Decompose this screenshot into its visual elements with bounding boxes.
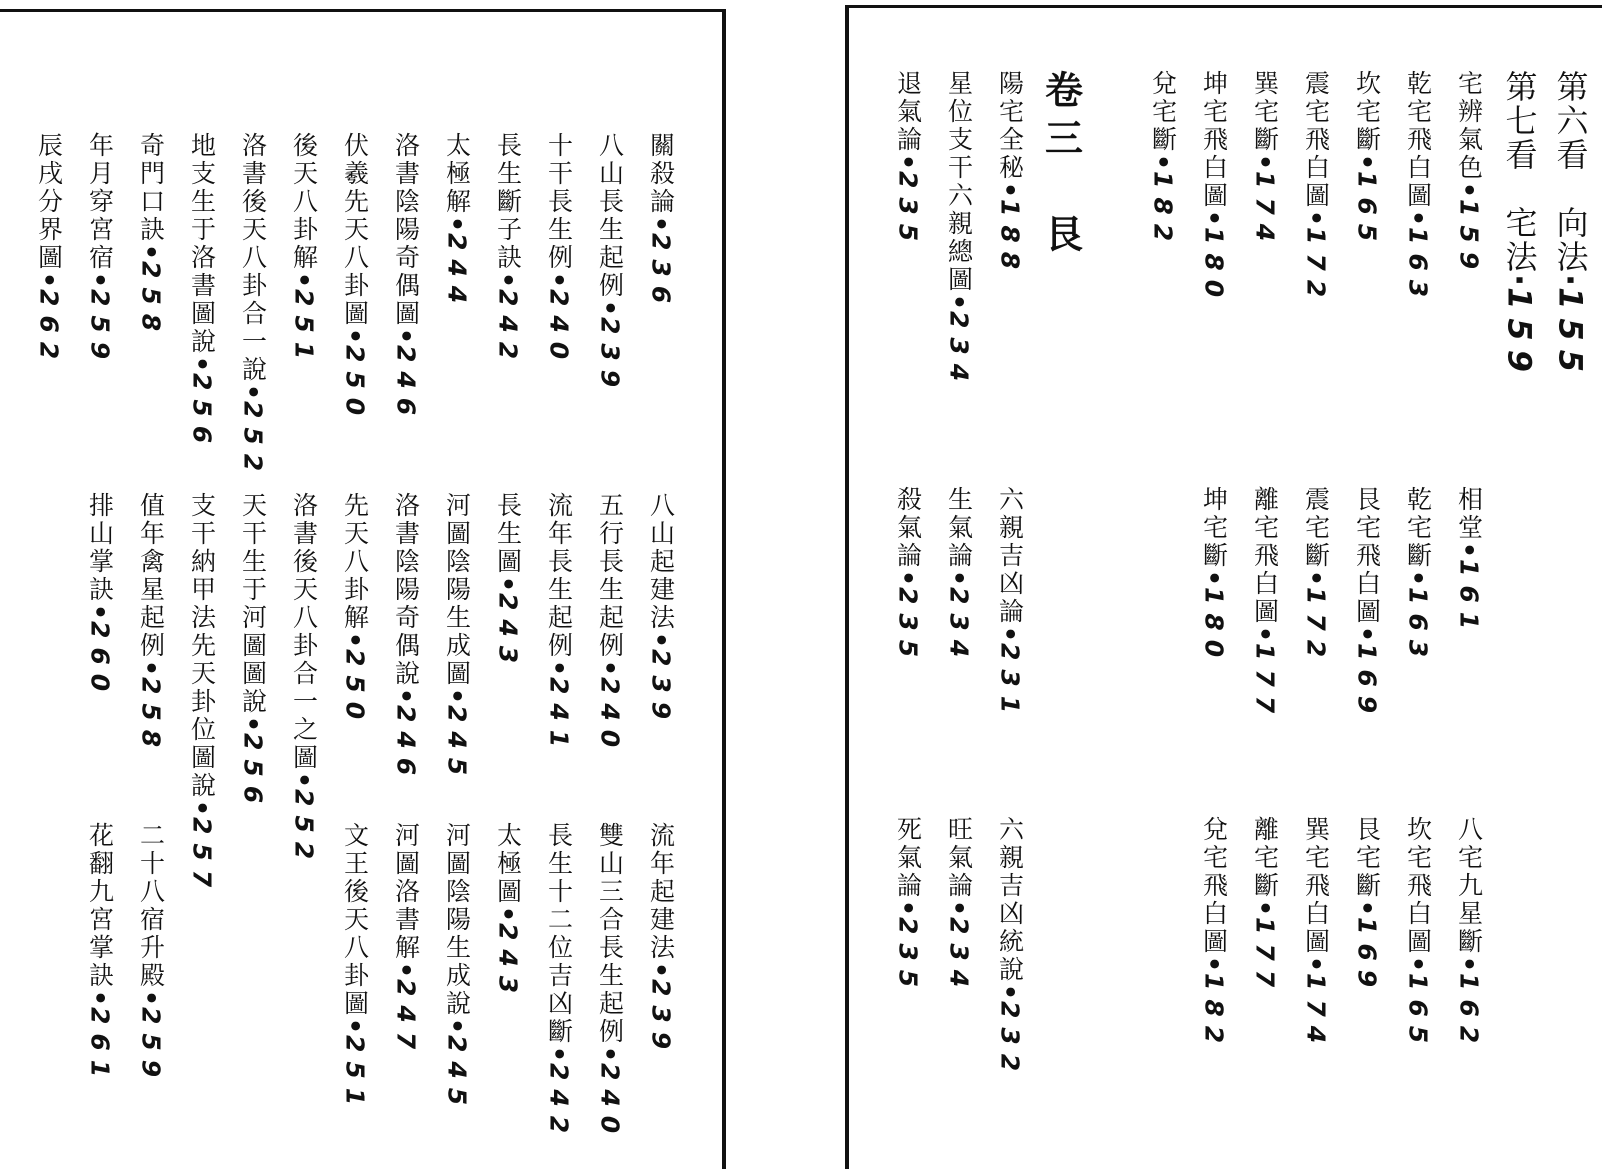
toc-entry: [125, 822, 176, 1142]
page-number: 246: [391, 344, 421, 425]
leader-dot: •: [34, 272, 64, 289]
page-number: 234: [944, 586, 974, 667]
toc-entry: [380, 822, 431, 1142]
leader-dot: •: [391, 962, 421, 979]
toc-gap: [1545, 486, 1596, 722]
page-number: 241: [544, 676, 574, 757]
page-number: 247: [391, 978, 421, 1059]
leader-dot: •: [544, 1046, 574, 1063]
entry-title: 十干長生例: [544, 132, 574, 272]
entry-title: 洛書陰陽奇偶圖: [391, 132, 421, 328]
toc-entry: [482, 822, 533, 1142]
leader-dot: •: [595, 660, 625, 677]
page-number: 163: [1403, 586, 1433, 667]
entry-title: 退氣論: [893, 70, 923, 154]
toc-entry: [584, 132, 635, 480]
leader-dot: •: [1250, 154, 1280, 171]
entry-title: 太極圖: [493, 822, 523, 906]
entry-title: 六親吉凶論: [995, 486, 1025, 626]
leader-dot: •: [493, 906, 523, 923]
page-number: 239: [595, 316, 625, 397]
toc-gap: [227, 822, 278, 1142]
toc-entry: [635, 822, 686, 1142]
page-number: 251: [289, 288, 319, 369]
leader-dot: •: [1403, 570, 1433, 587]
page-number: 235: [893, 170, 923, 251]
leader-dot: •: [944, 570, 974, 587]
toc-entry: [125, 132, 176, 480]
entry-title: 坤宅斷: [1199, 486, 1229, 570]
leader-dot: •: [1352, 154, 1382, 171]
page-number: 251: [340, 1034, 370, 1115]
leader-dot: •: [1301, 570, 1331, 587]
page-number: 256: [238, 732, 268, 813]
leader-dot: •: [544, 660, 574, 677]
toc-gap: [1137, 816, 1188, 1080]
entry-title: 雙山三合長生起例: [595, 822, 625, 1046]
entry-title: 地支生于洛書圖說: [187, 132, 217, 356]
entry-title: 河圖陰陽生成圖: [442, 492, 472, 688]
toc-entry: [1341, 486, 1392, 722]
toc-gap: [1086, 70, 1137, 390]
page-number: 235: [893, 586, 923, 667]
leader-dot: •: [1148, 154, 1178, 171]
entry-title: 旺氣論: [944, 816, 974, 900]
leader-dot: •: [391, 688, 421, 705]
section-heading: [1545, 70, 1596, 390]
page-number: 234: [944, 310, 974, 391]
page-number: 240: [595, 1062, 625, 1143]
page-number: 155: [1551, 287, 1590, 381]
entry-title: 後天八卦解: [289, 132, 319, 272]
toc-entry: [1443, 486, 1494, 722]
page-number: 172: [1301, 226, 1331, 307]
entry-title: 太極解: [442, 132, 472, 216]
entry-title: 艮宅斷: [1352, 816, 1382, 900]
entry-title: 第六看 向法: [1551, 70, 1590, 274]
entry-title: 死氣論: [893, 816, 923, 900]
leader-dot: •: [1301, 956, 1331, 973]
toc-entry: [933, 70, 984, 390]
leader-dot: •: [1301, 210, 1331, 227]
toc-entry: [482, 132, 533, 480]
entry-title: 值年禽星起例: [136, 492, 166, 660]
toc-entry: [533, 822, 584, 1142]
toc-entry: [74, 132, 125, 480]
entry-title: 震宅斷: [1301, 486, 1331, 570]
leader-dot: •: [646, 216, 676, 233]
entry-title: 兌宅飛白圖: [1199, 816, 1229, 956]
entry-title: 八山長生起例: [595, 132, 625, 300]
toc-entry: [1188, 486, 1239, 722]
entry-title: 震宅飛白圖: [1301, 70, 1331, 210]
page-number: 161: [1454, 558, 1484, 639]
toc-row: [0, 822, 722, 1142]
page-number: 243: [493, 922, 523, 1003]
page-number: 245: [442, 704, 472, 785]
page-number: 169: [1352, 916, 1382, 997]
toc-entry: [1188, 816, 1239, 1080]
entry-title: 流年起建法: [646, 822, 676, 962]
leader-dot: •: [340, 1018, 370, 1035]
entry-title: 伏羲先天八卦圖: [340, 132, 370, 328]
entry-title: 乾宅斷: [1403, 486, 1433, 570]
leader-dot: •: [1403, 956, 1433, 973]
leader-dot: •: [85, 990, 115, 1007]
toc-entry: [431, 132, 482, 480]
page-number: 234: [944, 916, 974, 997]
leader-dot: •: [595, 300, 625, 317]
toc-entry: [227, 132, 278, 480]
toc-gap: [1494, 486, 1545, 722]
leader-dot: •: [1454, 182, 1484, 199]
page-number: 244: [442, 232, 472, 313]
page-number: 242: [544, 1062, 574, 1143]
entry-title: 相堂: [1454, 486, 1484, 542]
toc-gap: [1545, 816, 1596, 1080]
toc-entry: [933, 486, 984, 722]
entry-title: 二十八宿升殿: [136, 822, 166, 990]
page-number: 258: [136, 260, 166, 341]
leader-dot: •: [893, 570, 923, 587]
toc-entry: [1392, 70, 1443, 390]
toc-entry: [1239, 70, 1290, 390]
leader-dot: •: [85, 272, 115, 289]
toc-entry: [1137, 70, 1188, 390]
leader-dot: •: [136, 990, 166, 1007]
toc-gap: [1086, 486, 1137, 722]
page-number: 165: [1352, 170, 1382, 251]
toc-entry: [1443, 70, 1494, 390]
toc-entry: [176, 132, 227, 480]
toc-entry: [1443, 816, 1494, 1080]
entry-title: 辰戌分界圖: [34, 132, 64, 272]
entry-title: 乾宅飛白圖: [1403, 70, 1433, 210]
page-number: 169: [1352, 642, 1382, 723]
page-number: 262: [34, 288, 64, 369]
entry-title: 長生斷子訣: [493, 132, 523, 272]
toc-gap: [278, 822, 329, 1142]
page-number: 239: [646, 648, 676, 729]
entry-title: 五行長生起例: [595, 492, 625, 660]
toc-row: [849, 70, 1602, 390]
leader-dot: •: [442, 688, 472, 705]
toc-entry: [533, 132, 584, 480]
page-number: 257: [187, 816, 217, 897]
page-number: 182: [1199, 972, 1229, 1053]
section-heading: [1494, 70, 1545, 390]
entry-title: 文王後天八卦圖: [340, 822, 370, 1018]
toc-entry: [1392, 816, 1443, 1080]
toc-entry: [23, 132, 74, 480]
toc-entry: [278, 132, 329, 480]
page-number: 245: [442, 1034, 472, 1115]
leader-dot: •: [1352, 900, 1382, 917]
entry-title: 艮宅飛白圖: [1352, 486, 1382, 626]
leader-dot: •: [187, 356, 217, 373]
entry-title: 離宅飛白圖: [1250, 486, 1280, 626]
leader-dot: •: [646, 962, 676, 979]
volume-heading: [1035, 70, 1086, 390]
leader-dot: •: [1250, 626, 1280, 643]
entry-title: 八宅九星斷: [1454, 816, 1484, 956]
entry-title: 坎宅飛白圖: [1403, 816, 1433, 956]
entry-title: 八山起建法: [646, 492, 676, 632]
page-number: 236: [646, 232, 676, 313]
leader-dot: •: [1454, 542, 1484, 559]
entry-title: 長生十二位吉凶斷: [544, 822, 574, 1046]
entry-title: 生氣論: [944, 486, 974, 570]
toc-entry: [1290, 486, 1341, 722]
page-number: 259: [85, 288, 115, 369]
leader-dot: •: [238, 716, 268, 733]
entry-title: 關殺論: [646, 132, 676, 216]
toc-gap: [176, 822, 227, 1142]
page-number: 159: [1500, 287, 1539, 381]
leader-dot: •: [646, 632, 676, 649]
leader-dot: •: [493, 576, 523, 593]
volume-title: 卷三 艮: [1038, 70, 1083, 262]
leader-dot: •: [1250, 900, 1280, 917]
leader-dot: ·: [1500, 274, 1539, 288]
leader-dot: •: [1352, 626, 1382, 643]
toc-row: [849, 486, 1602, 722]
page-number: 172: [1301, 586, 1331, 667]
page-number: 250: [340, 344, 370, 425]
leader-dot: •: [136, 660, 166, 677]
entry-title: 殺氣論: [893, 486, 923, 570]
entry-title: 支干納甲法先天卦位圖說: [187, 492, 217, 800]
entry-title: 陽宅全秘: [995, 70, 1025, 182]
leader-dot: •: [995, 626, 1025, 643]
leader-dot: •: [340, 632, 370, 649]
page-number: 182: [1148, 170, 1178, 251]
entry-title: 長生圖: [493, 492, 523, 576]
toc-entry: [431, 822, 482, 1142]
leader-dot: •: [340, 328, 370, 345]
toc-entry: [933, 816, 984, 1080]
page-number: 235: [893, 916, 923, 997]
entry-title: 洛書後天八卦合一之圖: [289, 492, 319, 772]
leader-dot: •: [595, 1046, 625, 1063]
toc-entry: [1392, 486, 1443, 722]
toc-entry: [1239, 816, 1290, 1080]
leader-dot: •: [893, 154, 923, 171]
toc-entry: [329, 132, 380, 480]
page-number: 188: [995, 198, 1025, 279]
leader-dot: •: [1454, 956, 1484, 973]
leader-dot: •: [1403, 210, 1433, 227]
entry-title: 奇門口訣: [136, 132, 166, 244]
toc-entry: [882, 486, 933, 722]
page-number: 240: [595, 676, 625, 757]
leader-dot: •: [544, 272, 574, 289]
leader-dot: •: [1199, 956, 1229, 973]
toc-entry: [584, 822, 635, 1142]
right-page: [845, 5, 1602, 1169]
page-number: 250: [340, 648, 370, 729]
leader-dot: •: [187, 800, 217, 817]
entry-title: 第七看 宅法: [1500, 70, 1539, 274]
entry-title: 河圖陰陽生成說: [442, 822, 472, 1018]
toc-entry: [1341, 816, 1392, 1080]
entry-title: 巽宅飛白圖: [1301, 816, 1331, 956]
toc-gap: [1494, 816, 1545, 1080]
page-number: 174: [1301, 972, 1331, 1053]
page-number: 242: [493, 288, 523, 369]
leader-dot: •: [995, 182, 1025, 199]
leader-dot: •: [136, 244, 166, 261]
entry-title: 排山掌訣: [85, 492, 115, 604]
toc-entry: [984, 70, 1035, 390]
entry-title: 洛書陰陽奇偶說: [391, 492, 421, 688]
toc-entry: [1290, 816, 1341, 1080]
entry-title: 流年長生起例: [544, 492, 574, 660]
page-number: 259: [136, 1006, 166, 1087]
entry-title: 巽宅斷: [1250, 70, 1280, 154]
entry-title: 坤宅飛白圖: [1199, 70, 1229, 210]
toc-entry: [882, 70, 933, 390]
toc-row: [0, 132, 722, 480]
leader-dot: •: [944, 294, 974, 311]
page-number: 261: [85, 1006, 115, 1087]
toc-gap: [23, 822, 74, 1142]
page-number: 163: [1403, 226, 1433, 307]
toc-entry: [1239, 486, 1290, 722]
page-number: 258: [136, 676, 166, 757]
entry-title: 天干生于河圖圖說: [238, 492, 268, 716]
page-number: 256: [187, 372, 217, 453]
toc-entry: [882, 816, 933, 1080]
leader-dot: •: [289, 772, 319, 789]
entry-title: 星位支干六親總圖: [944, 70, 974, 294]
toc-entry: [380, 132, 431, 480]
page-number: 177: [1250, 916, 1280, 997]
entry-title: 兌宅斷: [1148, 70, 1178, 154]
toc-entry: [984, 816, 1035, 1080]
entry-title: 花翻九宮掌訣: [85, 822, 115, 990]
toc-row: [849, 816, 1602, 1080]
leader-dot: •: [391, 328, 421, 345]
entry-title: 宅辨氣色: [1454, 70, 1484, 182]
entry-title: 離宅斷: [1250, 816, 1280, 900]
toc-entry: [1188, 70, 1239, 390]
page-number: 252: [289, 788, 319, 869]
page-number: 246: [391, 704, 421, 785]
leader-dot: •: [1199, 210, 1229, 227]
page-number: 180: [1199, 226, 1229, 307]
toc-entry: [1341, 70, 1392, 390]
leader-dot: •: [893, 900, 923, 917]
toc-gap: [1035, 486, 1086, 722]
entry-title: 河圖洛書解: [391, 822, 421, 962]
leader-dot: •: [238, 384, 268, 401]
toc-entry: [984, 486, 1035, 722]
toc-entry: [635, 132, 686, 480]
toc-gap: [1137, 486, 1188, 722]
leader-dot: •: [85, 604, 115, 621]
leader-dot: •: [944, 900, 974, 917]
page-number: 159: [1454, 198, 1484, 279]
page-number: 243: [493, 592, 523, 673]
entry-title: 年月穿宮宿: [85, 132, 115, 272]
page-number: 240: [544, 288, 574, 369]
leader-dot: •: [289, 272, 319, 289]
leader-dot: •: [442, 1018, 472, 1035]
leader-dot: ·: [1551, 274, 1590, 288]
left-page: [0, 9, 726, 1169]
page-number: 174: [1250, 170, 1280, 251]
page-number: 252: [238, 400, 268, 481]
page-number: 165: [1403, 972, 1433, 1053]
page-number: 177: [1250, 642, 1280, 723]
page-number: 232: [995, 1000, 1025, 1081]
toc-gap: [1086, 816, 1137, 1080]
entry-title: 先天八卦解: [340, 492, 370, 632]
page-number: 239: [646, 978, 676, 1059]
entry-title: 六親吉凶統說: [995, 816, 1025, 984]
entry-title: 洛書後天八卦合一說: [238, 132, 268, 384]
leader-dot: •: [493, 272, 523, 289]
page-number: 162: [1454, 972, 1484, 1053]
entry-title: 坎宅斷: [1352, 70, 1382, 154]
page-number: 260: [85, 620, 115, 701]
leader-dot: •: [442, 216, 472, 233]
page-number: 180: [1199, 586, 1229, 667]
toc-entry: [74, 822, 125, 1142]
page-number: 231: [995, 642, 1025, 723]
leader-dot: •: [995, 984, 1025, 1001]
toc-gap: [1035, 816, 1086, 1080]
toc-entry: [329, 822, 380, 1142]
toc-entry: [1290, 70, 1341, 390]
leader-dot: •: [1199, 570, 1229, 587]
